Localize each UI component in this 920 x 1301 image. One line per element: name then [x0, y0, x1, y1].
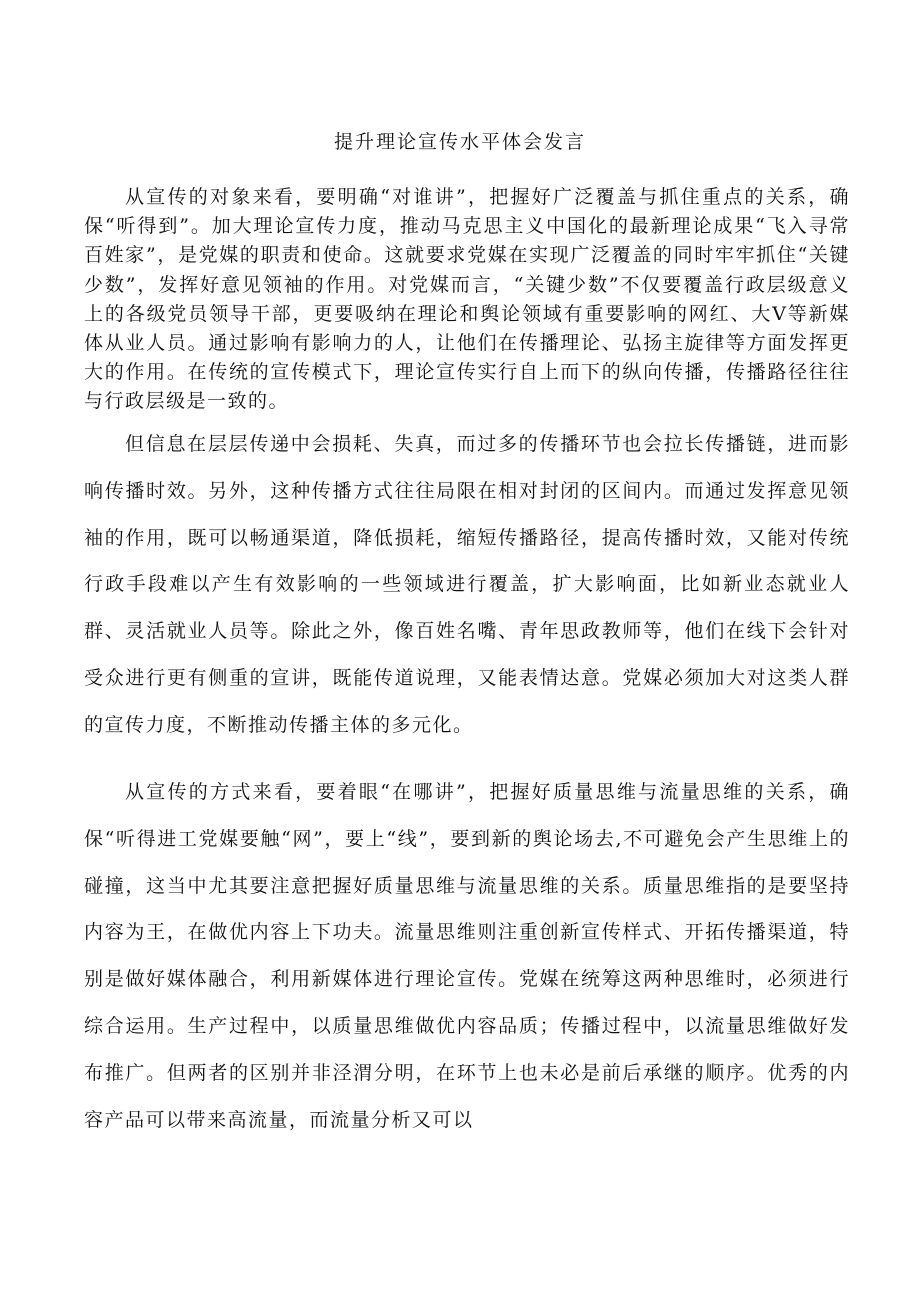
paragraph-2: 但信息在层层传递中会损耗、失真，而过多的传播环节也会拉长传播链，进而影响传播时效。另外，这种传播方式往往局限在相对封闭的区间内。而通过发挥意见领袖的作用，既可以畅通渠道，降低损耗，缩短传播路径，提高传播时效，又能对传统行政手段难以产生有效影响的一些领域进行覆盖，扩大影响面，比如新业态就业人群、灵活就业人员等。除此之外，像百姓名嘴、青年思政教师等，他们在线下会针对受众进行更有侧重的宣讲，既能传道说理，又能表情达意。党媒必须加大对这类人群的宣传力度，不断推动传播主体的多元化。	[84, 433, 850, 736]
paragraph-1: 从宣传的对象来看，要明确“对谁讲”，把握好广泛覆盖与抓住重点的关系，确保“听得到”。加大理论宣传力度，推动马克思主义中国化的最新理论成果“飞入寻常百姓家”，是党媒的职责和使命。这就要求党媒在实现广泛覆盖的同时牢牢抓住“关键少数”，发挥好意见领袖的作用。对党媒而言，“关键少数”不仅要覆盖行政层级意义上的各级党员领导干部，更要吸纳在理论和舆论领域有重要影响的网红、大V等新媒体从业人员。通过影响有影响力的人，让他们在传播理论、弘扬主旋律等方面发挥更大的作用。在传统的宣传模式下，理论宣传实行自上而下的纵向传播，传播路径往往与行政层级是一致的。	[84, 186, 850, 413]
paragraph-3: 从宣传的方式来看，要着眼“在哪讲”，把握好质量思维与流量思维的关系，确保“听得进工党媒要触“网”，要上“线”，要到新的舆论场去,不可避免会产生思维上的碰撞，这当中尤其要注意把握好质量思维与流量思维的关系。质量思维指的是要坚持内容为王，在做优内容上下功夫。流量思维则注重创新宣传样式、开拓传播渠道，特别是做好媒体融合，利用新媒体进行理论宣传。党媒在统筹这两种思维时，必须进行综合运用。生产过程中，以质量思维做优内容品质；传播过程中，以流量思维做好发布推广。但两者的区别并非泾渭分明，在环节上也未必是前后承继的顺序。优秀的内容产品可以带来高流量，而流量分析又可以	[84, 781, 850, 1131]
document-title: 提升理论宣传水平体会发言	[333, 131, 586, 153]
